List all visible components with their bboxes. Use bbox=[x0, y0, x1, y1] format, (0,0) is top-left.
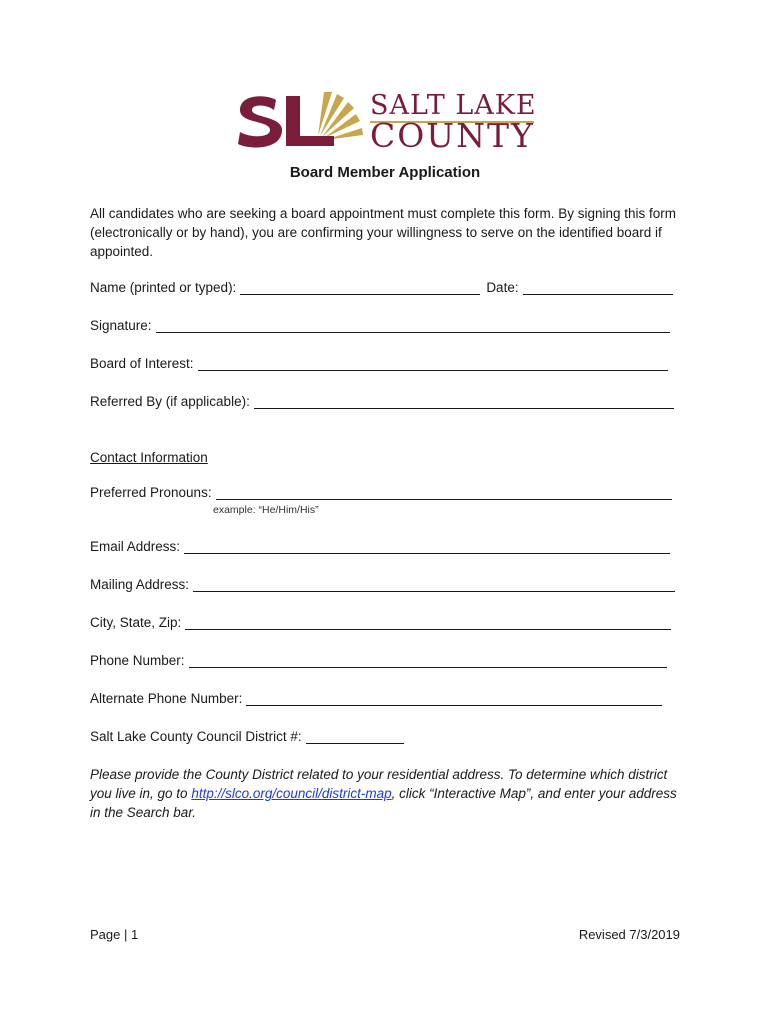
alt-phone-field[interactable] bbox=[90, 691, 662, 706]
pronouns-input-line[interactable] bbox=[216, 485, 672, 500]
pronouns-field[interactable] bbox=[90, 485, 672, 500]
signature-input-line[interactable] bbox=[156, 318, 670, 333]
city-state-zip-label: City, State, Zip: bbox=[90, 615, 182, 630]
referred-by-input-line[interactable] bbox=[254, 394, 674, 409]
mailing-address-input-line[interactable] bbox=[193, 577, 675, 592]
name-label: Name (printed or typed): bbox=[90, 280, 237, 295]
contact-information-heading: Contact Information bbox=[90, 450, 208, 465]
pronouns-example: example: “He/Him/His” bbox=[213, 504, 319, 516]
city-state-zip-field[interactable] bbox=[90, 615, 671, 630]
phone-label: Phone Number: bbox=[90, 653, 185, 668]
name-input-line[interactable] bbox=[240, 280, 480, 295]
intro-paragraph: All candidates who are seeking a board appointment must complete this form. By signing this form (electronically or by hand), you are confirming your willingness to serve on the identified board if appointed. bbox=[90, 206, 677, 259]
city-state-zip-input-line[interactable] bbox=[185, 615, 671, 630]
email-label: Email Address: bbox=[90, 539, 181, 554]
referred-by-field[interactable] bbox=[90, 394, 674, 409]
email-input-line[interactable] bbox=[184, 539, 670, 554]
board-of-interest-input-line[interactable] bbox=[198, 356, 668, 371]
mailing-address-label: Mailing Address: bbox=[90, 577, 190, 592]
signature-label: Signature: bbox=[90, 318, 152, 333]
revision-date: Revised 7/3/2019 bbox=[578, 927, 680, 942]
pronouns-label: Preferred Pronouns: bbox=[90, 485, 212, 500]
email-field[interactable] bbox=[90, 539, 670, 554]
phone-input-line[interactable] bbox=[189, 653, 667, 668]
alt-phone-label: Alternate Phone Number: bbox=[90, 691, 243, 706]
page-number: Page | 1 bbox=[90, 927, 139, 942]
district-field[interactable] bbox=[90, 729, 404, 744]
name-field[interactable] bbox=[90, 280, 673, 295]
referred-by-label: Referred By (if applicable): bbox=[90, 394, 250, 409]
date-input-line[interactable] bbox=[523, 280, 673, 295]
district-map-link[interactable]: http://slco.org/council/district-map bbox=[191, 786, 392, 801]
salt-lake-county-logo bbox=[236, 88, 537, 155]
date-label: Date: bbox=[486, 280, 519, 295]
sl-monogram-icon bbox=[236, 90, 368, 150]
signature-field[interactable] bbox=[90, 318, 670, 333]
page-title: Board Member Application bbox=[289, 164, 481, 181]
district-instructions bbox=[90, 765, 690, 822]
mailing-address-field[interactable] bbox=[90, 577, 675, 592]
board-of-interest-field[interactable] bbox=[90, 356, 668, 371]
logo-line-1: SALT LAKE bbox=[370, 90, 537, 121]
note-text-after: , click “Interactive Map”, and enter your address in the Search bar. bbox=[90, 786, 677, 820]
phone-field[interactable] bbox=[90, 653, 667, 668]
logo-line-2: COUNTY bbox=[370, 116, 535, 155]
alt-phone-input-line[interactable] bbox=[246, 691, 662, 706]
note-text-before: Please provide the County District related to your residential address. To determine which district you live in, go to bbox=[90, 767, 668, 801]
board-of-interest-label: Board of Interest: bbox=[90, 356, 194, 371]
district-input-line[interactable] bbox=[306, 729, 404, 744]
district-label: Salt Lake County Council District #: bbox=[90, 729, 302, 744]
